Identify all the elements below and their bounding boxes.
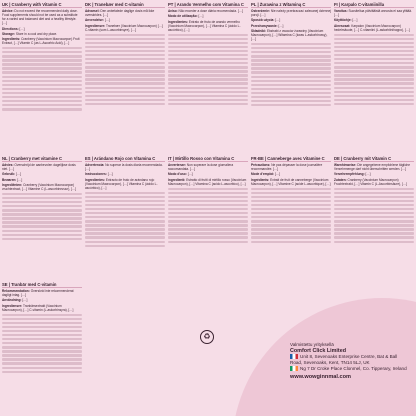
advice-text: Nie należy przekraczać zalecanej dziennej porcji. […]: [251, 9, 331, 18]
manufactured-by-line: Valmistettu yrityksellä: [290, 342, 334, 347]
storage-text: […]: [278, 23, 284, 28]
advice-text: Non superare la dose giornaliera raccomandata. […]: [168, 163, 234, 172]
recycle-icon: ♻: [200, 330, 214, 344]
unreadable-text-lines: [334, 188, 414, 243]
ingredients-label: Ainesosat:: [334, 23, 351, 28]
section-uk: [2, 2, 82, 154]
section-pl: [251, 2, 331, 154]
ingredients-label: Ingredienti:: [168, 177, 186, 182]
advice-label: Ostrzeżenie:: [251, 9, 270, 13]
directions-text: […]: [198, 14, 204, 19]
directions-label: Modo de utilização:: [168, 14, 198, 19]
directions-text: […]: [275, 172, 281, 177]
advice-label: Advarsel:: [85, 9, 100, 13]
directions-label: Sposób użycia:: [251, 18, 275, 23]
advice-text: Överskrid inte rekommenderat dagligt intag. […]: [2, 289, 74, 298]
website-url: www.wowginnmal.com: [290, 374, 352, 380]
ingredients-label: Ingredients:: [2, 37, 21, 42]
directions-label: Käyttöohje:: [334, 18, 352, 23]
storage-label: Storage:: [2, 31, 15, 36]
company-name: Comfort Click Limited: [290, 348, 347, 354]
ingredients-label: Ingredienser:: [2, 303, 23, 308]
unreadable-text-lines: [251, 43, 331, 107]
section-heading: IT | Mirtillo Rosso con Vitamina C: [168, 156, 248, 162]
unreadable-text-lines: [168, 188, 248, 243]
directions-text: […]: [275, 18, 281, 23]
directions-label: Verzehrempfehlung:: [334, 172, 365, 177]
advice-text: Do not exceed the recommended daily dose. Food supplements should not be used as a substitute for a varied and balanced diet and a healthy lifestyle. […]: [2, 9, 78, 26]
uk-address: [290, 354, 410, 366]
directions-label: Anvendelse:: [85, 18, 104, 23]
storage-text: Store in a cool and dry place.: [15, 31, 58, 36]
directions-label: Mode d'emploi:: [251, 172, 275, 177]
unreadable-text-lines: [85, 34, 165, 106]
advice-label: Rekommendation:: [2, 289, 30, 293]
section-heading: DK | Tranebær med C-vitamin: [85, 2, 165, 8]
ingredients-text: Ekstrakt z owoców żurawiny (Vaccinium Macrocarpon), […] Witamina C (kwas L-askorbinowy), […]: [251, 28, 328, 42]
ingredients-label: Ingredientes:: [168, 19, 189, 24]
section-se: [2, 282, 82, 414]
section-heading: ES | Arándano Rojo con Vitamina C: [85, 156, 165, 162]
uk-flag-icon: [290, 354, 298, 359]
section-pt: [168, 2, 248, 154]
directions-text: […]: [22, 298, 28, 303]
directions-text: […]: [352, 18, 358, 23]
section-heading: NL | Cranberry met vitamine C: [2, 156, 82, 162]
directions-label: Användning:: [2, 298, 22, 303]
directions-text: […]: [365, 172, 371, 177]
ie-address-text: Ng 7 Dr Croke Place Clonmel, Co. Tipperary, Ireland: [300, 366, 407, 371]
directions-text: […]: [104, 18, 110, 23]
directions-text: […]: [107, 172, 113, 177]
section-heading: SE | Tranbär med C-vitamin: [2, 282, 82, 288]
directions-text: […]: [19, 26, 25, 31]
advice-label: Advies:: [2, 163, 14, 167]
unreadable-text-lines: [2, 193, 82, 240]
ingredients-text: Cranberry (Vaccinium Macrocarpon) vruchtextract, […] Vitamine C (L-ascorbinezuur), […]: [2, 182, 76, 192]
directions-label: Instrucciones:: [85, 172, 107, 177]
ingredients-text: Estratto di frutti di mirtillo rosso (Vaccinium Macrocarpon), […] Vitamina C (acido L-ascorbico), […]: [168, 177, 247, 186]
ie-address: [290, 366, 410, 372]
unreadable-text-lines: [85, 192, 165, 247]
advice-text: Die angegebene empfohlene tägliche Verzehrmenge darf nicht überschritten werden. […]: [334, 163, 411, 172]
advice-text: Não exceder a dose diária recomendada. […]: [178, 9, 243, 13]
ireland-flag-icon: [290, 366, 298, 371]
ingredients-label: Zutaten:: [334, 177, 347, 182]
section-heading: UK | Cranberry with Vitamin C: [2, 2, 82, 8]
section-heading: FR-BE | Canneberge avec Vitamine C: [251, 156, 331, 162]
ingredients-text: Extrait de fruit de canneberge (Vaccinium Macrocarpon), […] Vitamine C (acide L-ascorbique), […]: [251, 177, 331, 186]
section-fr-be: [251, 156, 331, 280]
section-heading: PT | Arando Vermelho com Vitamina C: [168, 2, 248, 8]
manufacturer-address: [290, 342, 410, 380]
advice-label: Advertencia:: [85, 163, 105, 167]
uk-address-text: Unit 8, Sevenoaks Enterprise Centre, Bat & Ball Road, Sevenoaks, Kent, TN14 5LJ, UK: [290, 354, 398, 365]
storage-text: […]: [17, 177, 23, 182]
section-nl: [2, 156, 82, 280]
ingredients-label: Ingredientes:: [85, 177, 106, 182]
storage-label: Przechowywanie:: [251, 23, 278, 28]
ingredients-text: Cranberry (Vaccinium Macrocarpon) Fruit Extract, […] Vitamin C (as L-Ascorbic Acid), […]: [2, 37, 80, 46]
section-fi: [334, 2, 414, 154]
directions-label: Modo d'uso:: [168, 172, 187, 177]
ingredients-label: Ingrediënten:: [2, 182, 23, 187]
directions-text: […]: [187, 172, 193, 177]
directions-label: Directions:: [2, 26, 19, 31]
unreadable-text-lines: [334, 34, 414, 106]
section-es: [85, 156, 165, 280]
advice-label: Varoitus:: [334, 9, 348, 13]
storage-label: Bewaren:: [2, 177, 17, 182]
advice-text: Suositeltua päivittäistä annosta ei saa ylittää. […]: [334, 9, 412, 18]
ingredients-text: Karpalon (Vaccinium Macrocarpon) hedelmäuute, […] C-vitamiini (L-askorbiinihappo), […]: [334, 23, 410, 32]
ingredients-text: Extrato de fruto de arando vermelho (Vaccinium Macrocarpon), […] Vitamina C (ácido L-ascórbico), […]: [168, 19, 241, 32]
advice-label: Précautions:: [251, 163, 271, 167]
section-heading: FI | Karpalo C-vitamiinilla: [334, 2, 414, 8]
advice-label: Aviso:: [168, 9, 178, 13]
advice-label: Warnhinweise:: [334, 163, 357, 167]
ingredients-text: Tranebær (Vaccinium Macrocarpon) […] C-vitamin (som L-ascorbinsyre), […]: [85, 23, 163, 32]
ingredients-text: Cranberry (Vaccinium Macrocarpon) Fruchtextrakt, […] Vitamin C (L-Ascorbinsäure), […]: [334, 177, 407, 186]
unreadable-text-lines: [251, 188, 331, 243]
section-it: [168, 156, 248, 280]
advice-label: Advice:: [2, 9, 14, 13]
section-heading: PL | Żurawina z Witaminą C: [251, 2, 331, 8]
section-de: [334, 156, 414, 280]
advice-text: No superar la dosis diaria recomendada. […]: [85, 163, 163, 172]
advice-text: Ne pas dépasser la dose journalière recommandée. […]: [251, 163, 323, 172]
advice-text: Den anbefalede daglige dosis må ikke overskrides. […]: [85, 9, 155, 18]
unreadable-text-lines: [2, 47, 82, 111]
section-heading: DE | Cranberry mit Vitamin C: [334, 156, 414, 162]
section-dk: [85, 2, 165, 154]
directions-text: […]: [16, 172, 21, 177]
ingredients-label: Ingredienser:: [85, 23, 106, 28]
directions-label: Gebruik:: [2, 172, 16, 177]
ingredients-text: Tranbärsextrakt (Vaccinium Macrocarpon), […] C-vitamin (L-askorbinsyra), […]: [2, 303, 74, 312]
ingredients-label: Składniki:: [251, 28, 267, 33]
unreadable-text-lines: [2, 314, 82, 373]
advice-label: Avvertenze:: [168, 163, 186, 167]
ingredients-text: Extracto de fruto de arándano rojo (Vaccinium Macrocarpon), […] Vitamina C (ácido L-ascórbico), […]: [85, 177, 158, 190]
unreadable-text-lines: [168, 34, 248, 106]
ingredients-label: Ingrédients:: [251, 177, 270, 182]
advice-text: Overschrijd de aanbevolen dagelijkse dosis niet. […]: [2, 163, 76, 172]
